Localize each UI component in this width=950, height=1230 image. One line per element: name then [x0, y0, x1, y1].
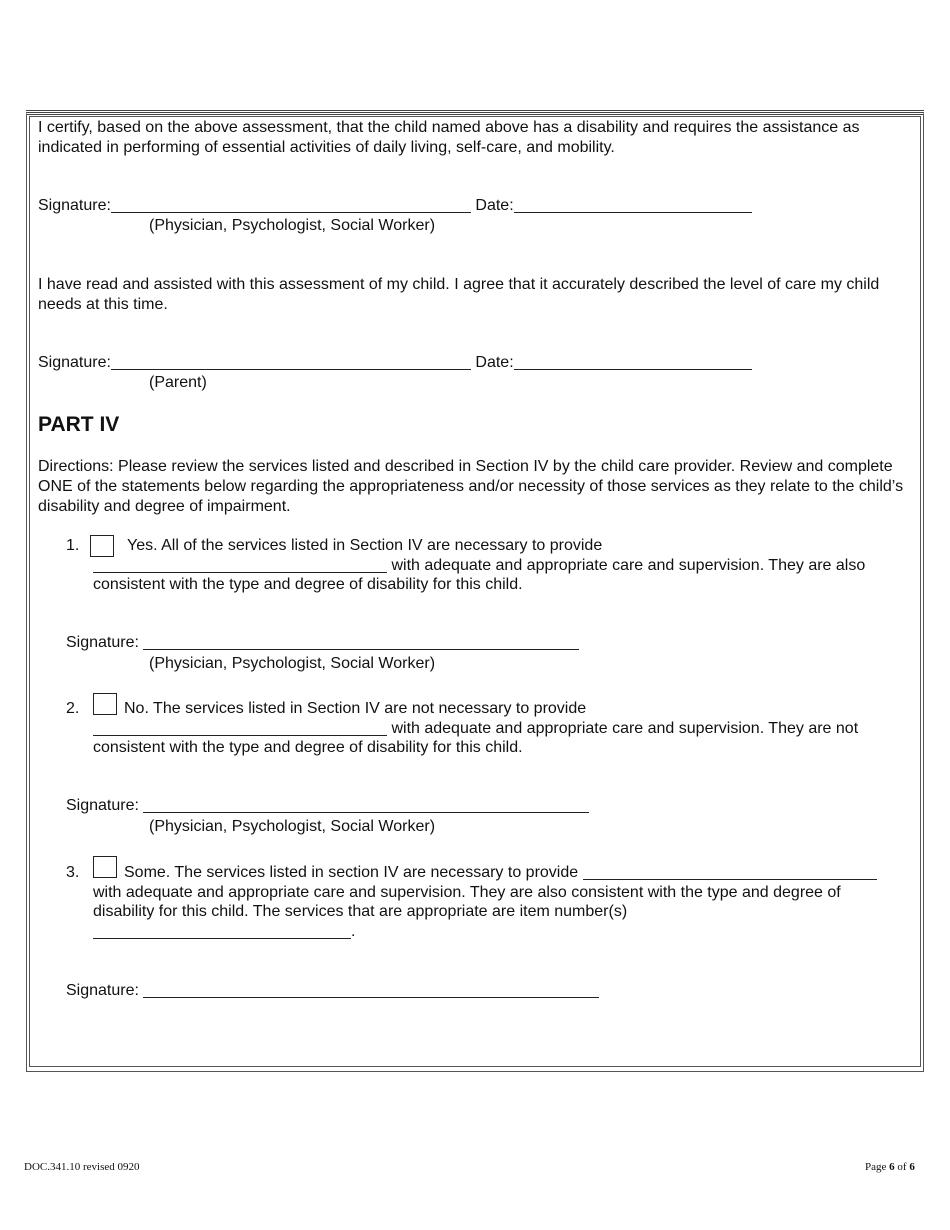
certifier-caption: (Physician, Psychologist, Social Worker)	[149, 217, 436, 234]
option-3-number: 3.	[66, 864, 80, 881]
date-label: Date:	[475, 354, 514, 371]
parent-signature-row	[38, 353, 752, 373]
parent-signature-field[interactable]	[111, 369, 471, 370]
option-2-caption: (Physician, Psychologist, Social Worker)	[149, 818, 436, 835]
option-3-provider-field[interactable]	[583, 879, 877, 880]
option-3-signature-row	[66, 981, 599, 1001]
option-3-line-1: Some. The services listed in section IV are necessary to provide	[124, 864, 579, 881]
certifier-signature-field[interactable]	[111, 212, 471, 213]
parent-date-field[interactable]	[514, 369, 752, 370]
option-1-line-1: Yes. All of the services listed in Section IV are necessary to provide	[127, 537, 603, 554]
option-1-line-2: with adequate and appropriate care and supervision. They are also	[391, 557, 866, 574]
option-2-line-2-row	[93, 719, 858, 739]
date-label: Date:	[475, 197, 514, 214]
page-of: of	[897, 1161, 907, 1173]
option-2-checkbox[interactable]	[93, 693, 117, 715]
page-number	[865, 1157, 915, 1177]
option-2-signature-row	[66, 796, 589, 816]
option-3-signature-field[interactable]	[143, 997, 599, 998]
page-current: 6	[889, 1161, 895, 1173]
signature-label: Signature:	[38, 197, 111, 214]
certifier-signature-row	[38, 196, 752, 216]
option-3-period: .	[351, 923, 356, 940]
page-prefix: Page	[865, 1161, 887, 1173]
option-3-line-2: with adequate and appropriate care and supervision. They are also consistent with the type and degree of	[93, 884, 841, 901]
part-iv-heading: PART IV	[38, 413, 120, 436]
certifier-date-field[interactable]	[514, 212, 752, 213]
parent-caption: (Parent)	[149, 374, 207, 391]
option-3-checkbox[interactable]	[93, 856, 117, 878]
option-1-line-2-row	[93, 556, 865, 576]
option-3-item-numbers-field[interactable]	[93, 938, 351, 939]
signature-label: Signature:	[66, 982, 139, 999]
option-1-caption: (Physician, Psychologist, Social Worker)	[149, 655, 436, 672]
option-2-line-2: with adequate and appropriate care and supervision. They are not	[391, 720, 859, 737]
option-3-line-1-row	[124, 863, 877, 883]
option-1-checkbox[interactable]	[90, 535, 114, 557]
parent-statement-text: I have read and assisted with this assessment of my child. I agree that it accurately described the level of care my child needs at this time.	[38, 276, 880, 313]
signature-label: Signature:	[66, 634, 139, 651]
option-1-signature-field[interactable]	[143, 649, 579, 650]
option-3-line-3: disability for this child. The services that are appropriate are item number(s)	[93, 903, 628, 920]
frame-top-rule	[26, 110, 924, 111]
option-2-signature-field[interactable]	[143, 812, 589, 813]
option-1-number: 1.	[66, 537, 80, 554]
option-3-items-row	[93, 922, 355, 942]
option-2-line-3: consistent with the type and degree of disability for this child.	[93, 739, 523, 756]
option-1-line-3: consistent with the type and degree of disability for this child.	[93, 576, 523, 593]
form-id: DOC.341.10 revised 0920	[24, 1161, 140, 1173]
signature-label: Signature:	[66, 797, 139, 814]
option-1-provider-field[interactable]	[93, 572, 387, 573]
signature-label: Signature:	[38, 354, 111, 371]
option-1-signature-row	[66, 633, 579, 653]
certification-text: I certify, based on the above assessment, that the child named above has a disability and requires the assistance as indicated in performing of essential activities of daily living, self-care, and mobility.	[38, 119, 860, 156]
option-2-line-1: No. The services listed in Section IV are not necessary to provide	[124, 700, 587, 717]
option-2-number: 2.	[66, 700, 80, 717]
page-total: 6	[909, 1161, 915, 1173]
option-2-provider-field[interactable]	[93, 735, 387, 736]
part-iv-directions: Directions: Please review the services listed and described in Section IV by the child care provider. Review and complete ONE of the statements below regarding the appropriateness and/or necessity of those services as they relate to the child’s disability and degree of impairment.	[38, 458, 904, 515]
